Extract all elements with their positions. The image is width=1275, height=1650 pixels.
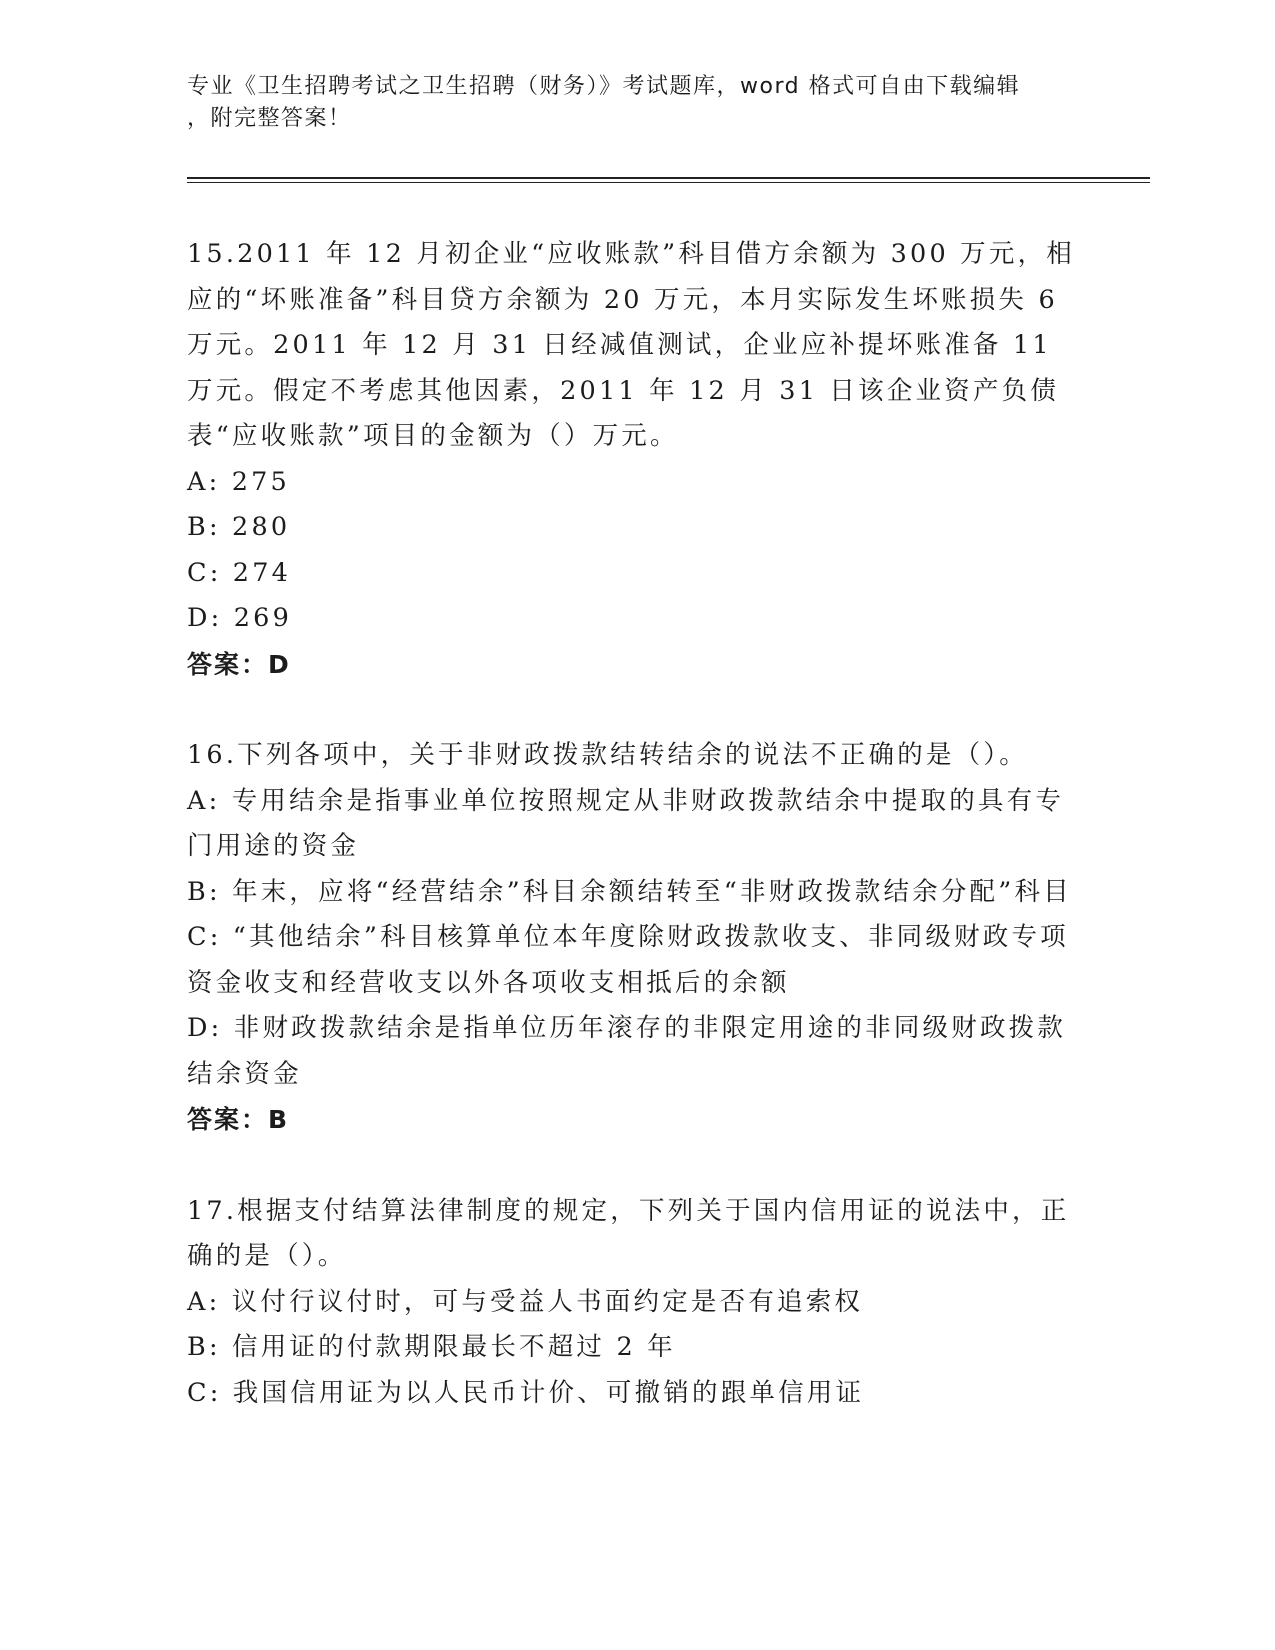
question-15 [187, 232, 1087, 687]
question-17 [187, 1189, 1087, 1417]
answer: 答案：D [187, 649, 291, 679]
header-line-2: ，附完整答案！ [187, 106, 352, 131]
option-b: B: 年末，应将“经营结余”科目余额结转至“非财政拨款结余分配”科目 [187, 876, 1072, 907]
option-a: A: 专用结余是指事业单位按照规定从非财政拨款结余中提取的具有专门用途的资金 [187, 785, 1065, 861]
question-16 [187, 733, 1087, 1143]
option-b: B: 信用证的付款期限最长不超过 2 年 [187, 1332, 676, 1362]
header-divider-thin [187, 182, 1150, 183]
option-a: A: 275 [187, 466, 290, 497]
question-list [187, 232, 1087, 1416]
question-stem: 17.根据支付结算法律制度的规定，下列关于国内信用证的说法中，正确的是（）。 [187, 1195, 1070, 1271]
answer: 答案：B [187, 1105, 290, 1134]
header-divider-thick [187, 177, 1150, 179]
question-stem: 16.下列各项中，关于非财政拨款结转结余的说法不正确的是（）。 [187, 740, 1029, 770]
option-d: D: 非财政拨款结余是指单位历年滚存的非限定用途的非同级财政拨款结余资金 [187, 1013, 1067, 1089]
question-stem: 15.2011 年 12 月初企业“应收账款”科目借方余额为 300 万元，相应的“坏账准备”科目贷方余额为 20 万元，本月实际发生坏账损失 6 万元。2011 年 12 月 31 日经减值测试，企业应补提坏账准备 11 万元。假定不考虑其他因素，2011 年 12 月 31 日该企业资产负债表“应收账款”项目的金额为（）万元。 [187, 239, 1075, 451]
option-c: C: “其他结余”科目核算单位本年度除财政拨款收支、非同级财政专项资金收支和经营收支以外各项收支相抵后的余额 [187, 922, 1069, 998]
option-b: B: 280 [187, 512, 291, 542]
option-c: C: 我国信用证为以人民币计价、可撤销的跟单信用证 [187, 1377, 865, 1408]
header-line-1: 专业《卫生招聘考试之卫生招聘（财务）》考试题库，word 格式可自由下载编辑 [187, 74, 1021, 99]
option-d: D: 269 [187, 603, 293, 633]
page-header [187, 71, 1067, 135]
option-a: A: 议付行议付时，可与受益人书面约定是否有追索权 [187, 1286, 864, 1317]
option-c: C: 274 [187, 557, 292, 588]
